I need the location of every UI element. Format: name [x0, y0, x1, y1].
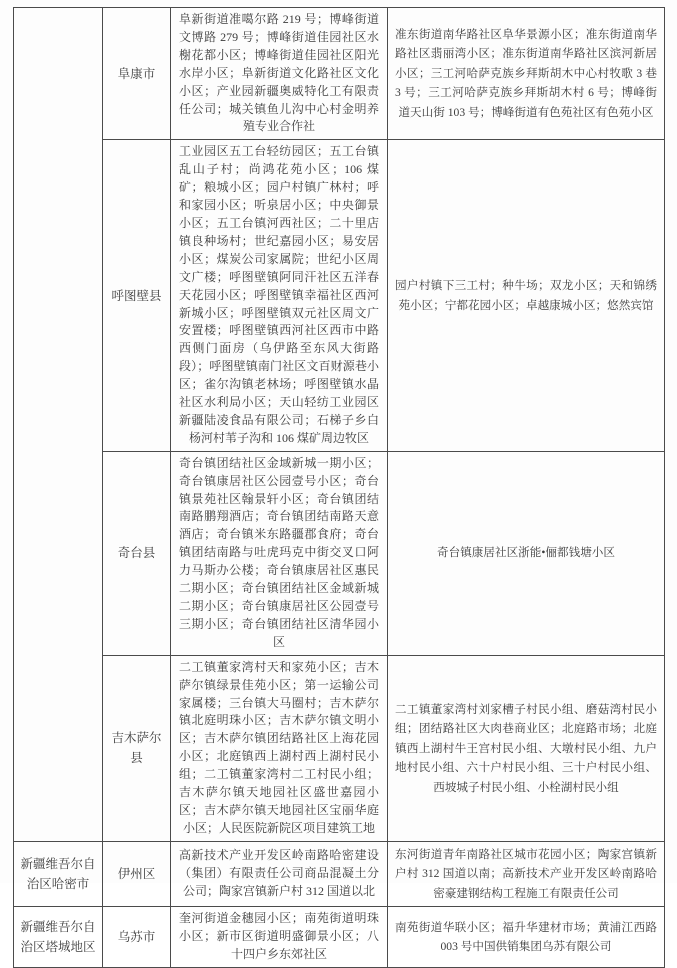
areas-list-a-fukang: 阜新街道准噶尔路 219 号；博峰街道文博路 279 号；博峰街道佳园社区水榭花都小区；博峰街道佳园社区阳光水岸小区；阜新街道文化路社区文化小区；产业园新疆奥威特化工有限责任公司；城关镇鱼儿沟中心村金明养殖专业合作社 [171, 8, 388, 140]
areas-list-b-fukang: 准东街道南华路社区阜华景源小区；准东街道南华路社区翡丽湾小区；准东街道南华路社区滨河新居小区；三工河哈萨克族乡拜斯胡木中心村牧歌 3 巷 3 号；三工河哈萨克族乡拜斯胡木村 6 号；博峰街道天山街 103 号；博峰街道有色苑社区有色苑小区 [388, 8, 665, 140]
table-row [14, 841, 665, 907]
region-cell-tacheng: 新疆维吾尔自治区塔城地区 [14, 907, 103, 968]
areas-list-b-hutubi: 园户村镇下三工村；种牛场；双龙小区；天和锦绣苑小区；宁都花园小区；卓越康城小区；悠然宾馆 [388, 140, 665, 451]
risk-area-table [13, 7, 665, 968]
areas-list-a-jimusaer: 二工镇董家湾村天和家苑小区；吉木萨尔镇绿景佳苑小区；第一运输公司家属楼；三台镇大马圈村；吉木萨尔镇北庭明珠小区；吉木萨尔镇文明小区；吉木萨尔镇团结路社区上海花园小区；北庭镇西上湖村西上湖村民小组；二工镇董家湾村二工村民小组；吉木萨尔镇天地园社区盛世嘉园小区；吉木萨尔镇天地园社区宝丽华庭小区；人民医院新院区项目建筑工地 [171, 655, 388, 841]
table-row [14, 8, 665, 140]
areas-list-b-qitai: 奇台镇康居社区浙能•俪都钱塘小区 [388, 451, 665, 655]
city-cell-yizhou: 伊州区 [103, 841, 171, 907]
city-cell-qitai: 奇台县 [103, 451, 171, 655]
areas-list-a-qitai: 奇台镇团结社区金域新城一期小区；奇台镇康居社区公园壹号小区；奇台镇景苑社区翰景轩小区；奇台镇团结南路鹏翔酒店；奇台镇团结南路天意酒店；奇台镇米东路疆郡食府；奇台镇团结南路与吐虎玛克中街交叉口阿力马斯办公楼；奇台镇康居社区惠民二期小区；奇台镇团结社区金域新城二期小区；奇台镇康居社区公园壹号三期小区；奇台镇团结社区清华园小区 [171, 451, 388, 655]
table-row [14, 907, 665, 968]
areas-list-a-wusu: 奎河街道金穗园小区；南苑街道明珠小区；新市区街道明盛御景小区；八十四户乡东郊社区 [171, 907, 388, 968]
areas-list-b-jimusaer: 二工镇董家湾村刘家槽子村民小组、磨菇湾村民小组；团结路社区大肉巷商业区；北庭路市场；北庭镇西上湖村牛王宫村民小组、大墩村民小组、九户地村民小组、六十户村民小组、三十户村民小组、西坡城子村民小组、小栓湖村民小组 [388, 655, 665, 841]
city-cell-fukang: 阜康市 [103, 8, 171, 140]
table-row [14, 140, 665, 451]
city-cell-jimusaer: 吉木萨尔县 [103, 655, 171, 841]
areas-list-a-yizhou: 高新技术产业开发区岭南路哈密建设（集团）有限责任公司商品混凝土分公司；陶家宫镇新户村 312 国道以北 [171, 841, 388, 907]
region-cell-hami: 新疆维吾尔自治区哈密市 [14, 841, 103, 907]
areas-list-a-hutubi: 工业园区五工台轻纺园区；五工台镇乱山子村；尚鸿花苑小区；106 煤矿；粮城小区；园户村镇广林村；呼和家园小区；听泉居小区；中央御景小区；五工台镇河西社区；二十里店镇良种场村；世纪嘉园小区；易安居小区；煤炭公司家属院；世纪小区周文广楼；呼图壁镇阿同汗社区五洋春天花园小区；呼图壁镇幸福社区西河新城小区；呼图壁镇双元社区周文广安置楼；呼图壁镇西河社区西市中路西侧门面房（乌伊路至东风大街路段）；呼图壁镇南门社区文百财源巷小区；雀尔沟镇老林场；呼图壁镇水晶社区水利局小区；天山轻纺工业园区新疆陆凌食品有限公司；石梯子乡白杨河村苇子沟和 106 煤矿周边牧区 [171, 140, 388, 451]
table-row [14, 451, 665, 655]
areas-list-b-wusu: 南苑街道华联小区；福升华建材市场；黄浦江西路 003 号中国供销集团乌苏有限公司 [388, 907, 665, 968]
region-cell-merged [14, 8, 103, 842]
areas-list-b-yizhou: 东河街道青年南路社区城市花园小区；陶家宫镇新户村 312 国道以南；高新技术产业开发区岭南路哈密豪建钢结构工程施工有限责任公司 [388, 841, 665, 907]
city-cell-hutubi: 呼图壁县 [103, 140, 171, 451]
city-cell-wusu: 乌苏市 [103, 907, 171, 968]
table-row [14, 655, 665, 841]
